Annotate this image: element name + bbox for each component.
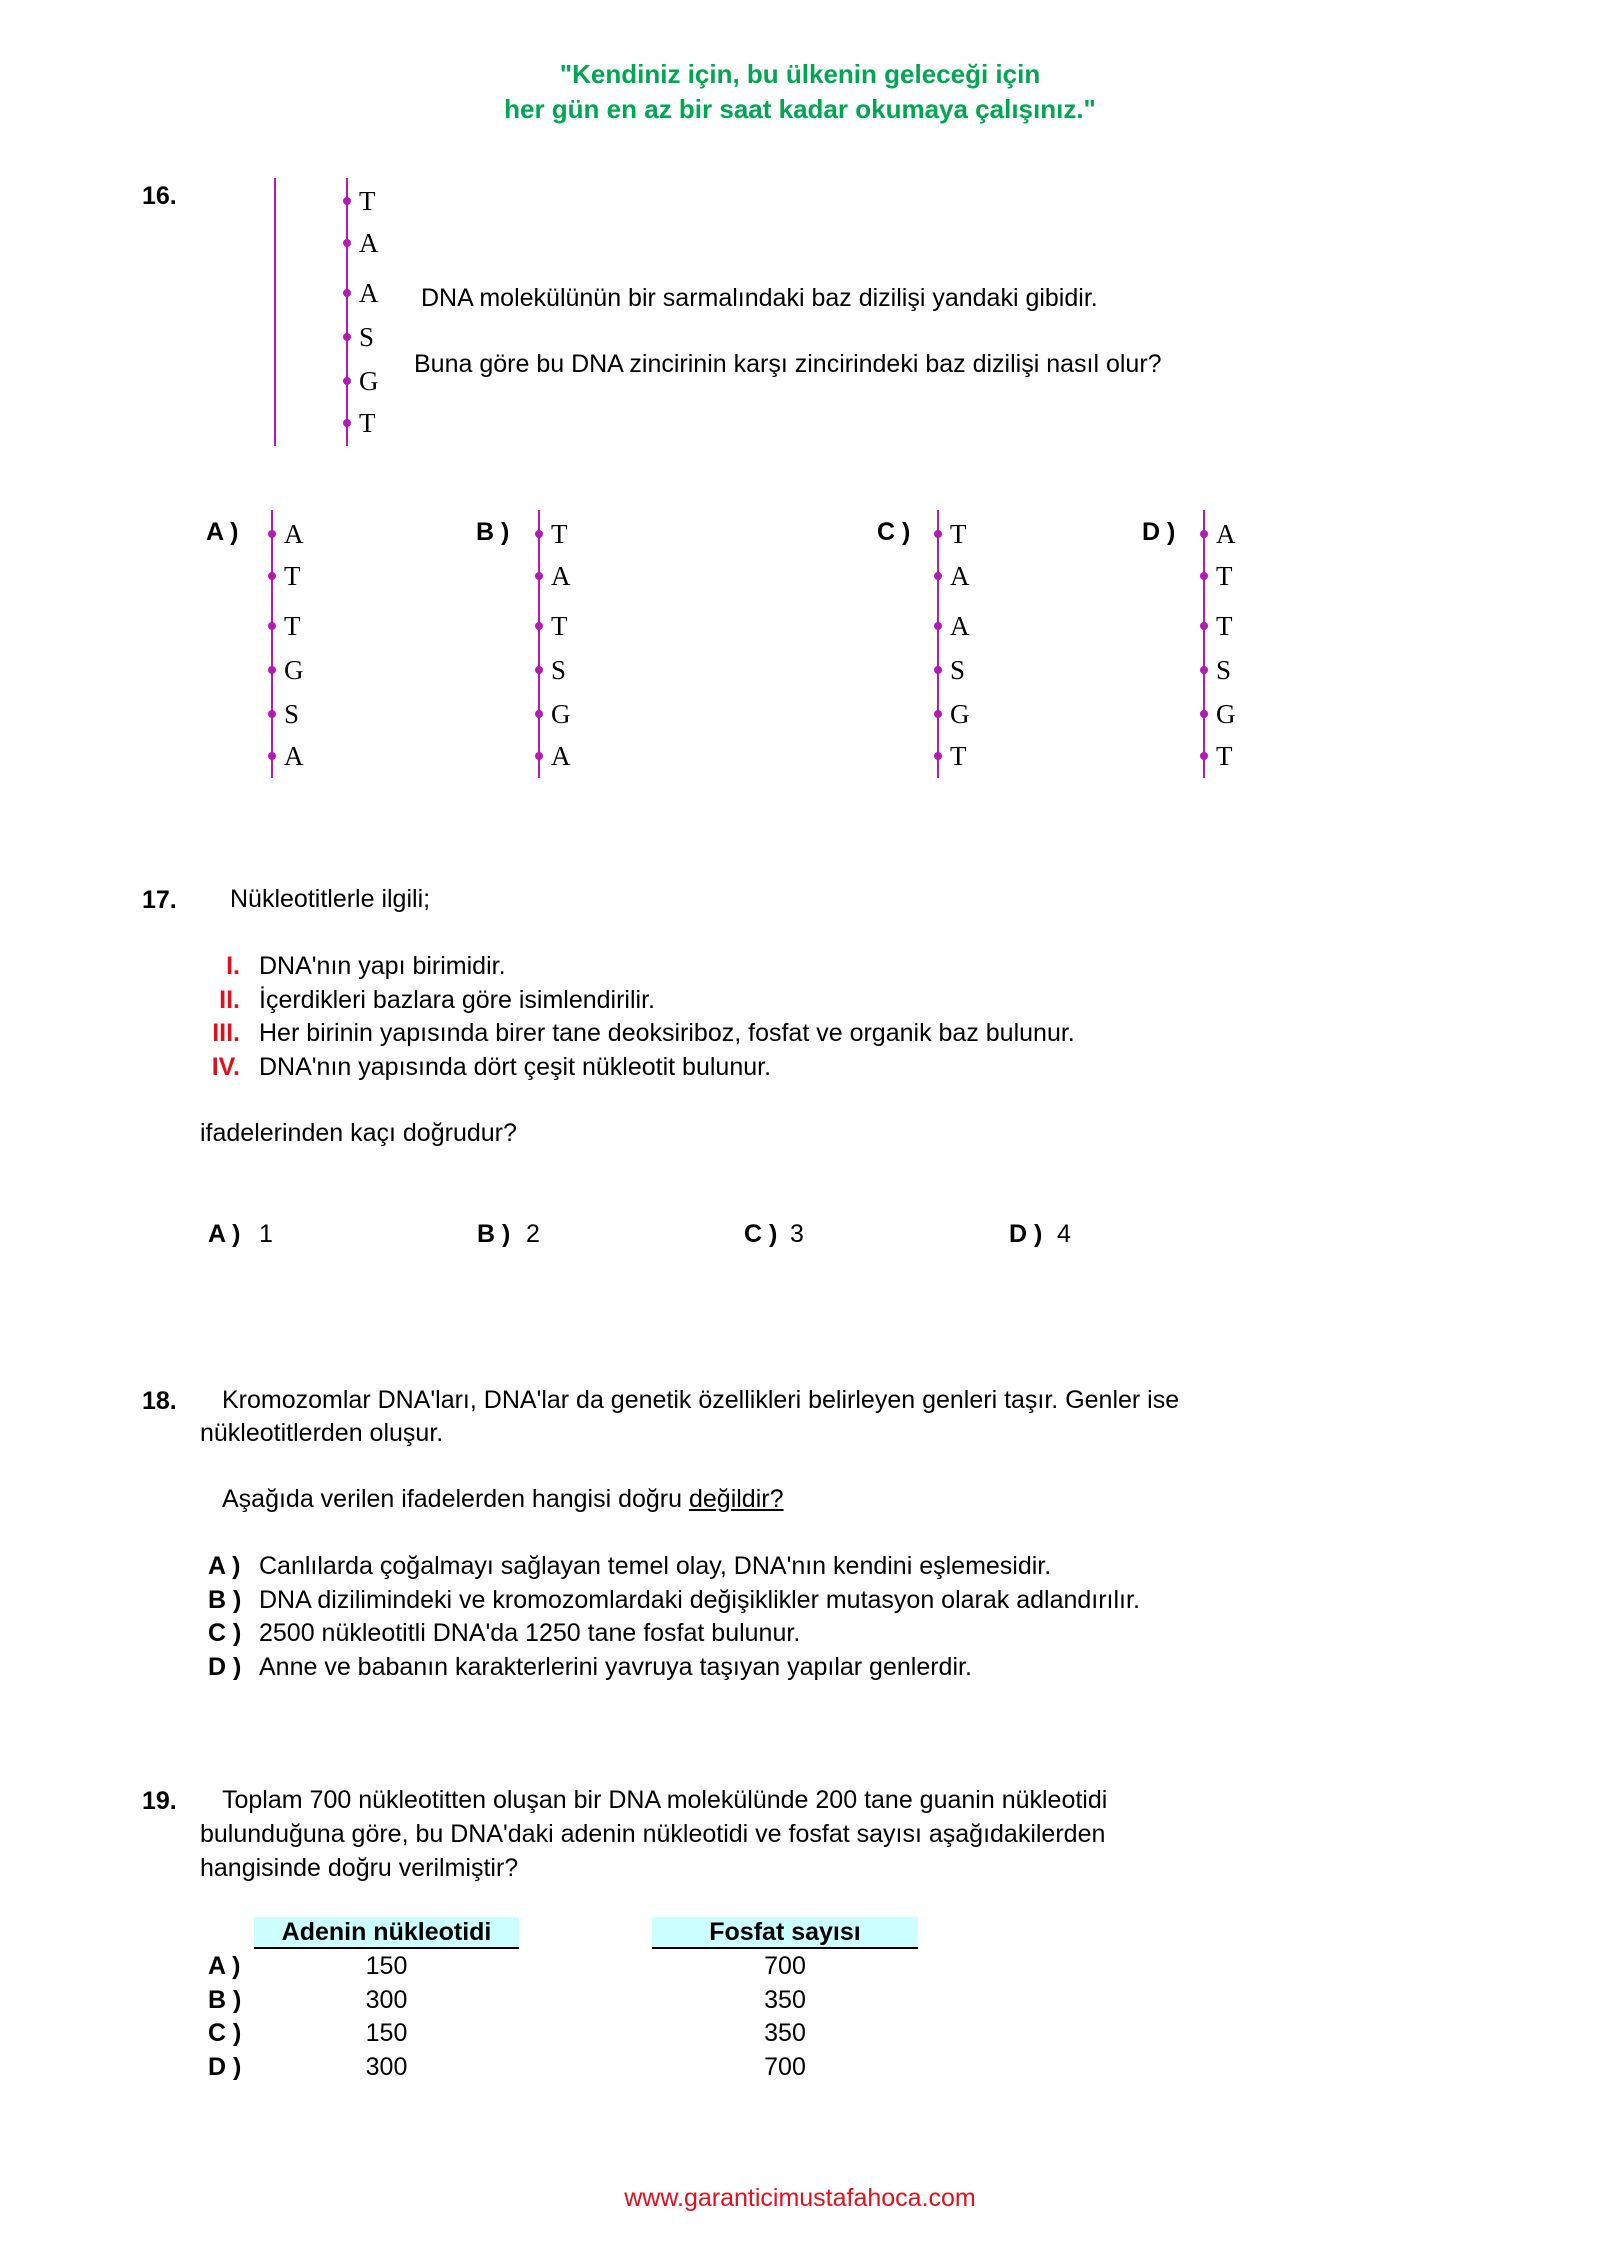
q17-option-text: 2 xyxy=(526,1220,540,1248)
q16-strand-dot xyxy=(343,333,351,341)
q17-option-text: 3 xyxy=(790,1220,804,1248)
q16-option-strand-dot xyxy=(934,752,942,760)
q19-option-label: C ) xyxy=(208,2019,242,2047)
q16-option-strand-dot xyxy=(1200,622,1208,630)
q16-strand-dot xyxy=(343,419,351,427)
q16-option-strand-dot xyxy=(934,572,942,580)
q17-option-label: A ) xyxy=(208,1220,241,1248)
q16-strand-dot xyxy=(343,197,351,205)
q18-option-label: A ) xyxy=(208,1552,241,1580)
q16-option-strand-dot xyxy=(535,666,543,674)
q19-option-label: A ) xyxy=(208,1952,241,1980)
q19-option-label: B ) xyxy=(208,1985,242,2014)
q19-adenin-value: 300 xyxy=(365,1985,408,2014)
question-16-number: 16. xyxy=(142,182,177,210)
q16-option-label: B ) xyxy=(476,518,510,546)
q16-option-strand-base: S xyxy=(950,655,966,685)
q16-option-strand-dot xyxy=(1200,710,1208,718)
q18-option-label: D ) xyxy=(208,1652,242,1681)
q16-option-strand-base: A xyxy=(950,611,970,641)
q16-strand-dot xyxy=(343,289,351,297)
q16-strand-base: A xyxy=(359,228,379,258)
q19-col-fosfat-header: Fosfat sayısı xyxy=(652,1917,918,1949)
q18-option-text: Canlılarda çoğalmayı sağlayan temel olay, DNA'nın kendini eşlemesidir. xyxy=(259,1552,1052,1580)
q16-option-strand-dot xyxy=(268,622,276,630)
q16-option-strand-dot xyxy=(1200,752,1208,760)
q16-option-strand-base: T xyxy=(1216,611,1233,641)
q18-question-text: Aşağıda verilen ifadelerden hangisi doğru xyxy=(222,1485,689,1513)
question-19-number: 19. xyxy=(142,1787,177,1815)
q16-option-strand-base: T xyxy=(1216,741,1233,771)
q16-option-strand-line xyxy=(538,510,540,778)
header-line-2: her gün en az bir saat kadar okumaya çalışınız." xyxy=(504,94,1096,124)
q16-option-strand-dot xyxy=(1200,572,1208,580)
q17-item-text: İçerdikleri bazlara göre isimlendirilir. xyxy=(259,985,655,1014)
q16-option-strand-base: S xyxy=(284,699,300,729)
q17-option-label: D ) xyxy=(1009,1220,1043,1248)
q16-option-strand-dot xyxy=(535,530,543,538)
q16-option-strand-dot xyxy=(535,710,543,718)
q16-option-strand-dot xyxy=(268,572,276,580)
q18-question-underlined: değildir? xyxy=(688,1485,784,1513)
q16-option-label: A ) xyxy=(206,518,239,546)
q17-item-numeral: III. xyxy=(212,1019,240,1047)
q16-option-strand-dot xyxy=(1200,666,1208,674)
q17-item-numeral: II. xyxy=(219,985,240,1014)
q16-option-strand-base: T xyxy=(551,519,568,549)
q16-option-strand-base: A xyxy=(284,741,304,771)
q17-option-label: B ) xyxy=(477,1220,511,1248)
q16-option-label: C ) xyxy=(877,518,911,546)
q16-strand-base: T xyxy=(359,408,376,438)
q17-item-numeral: I. xyxy=(226,952,240,980)
q16-option-strand-base: G xyxy=(551,699,571,729)
q16-text-2: Buna göre bu DNA zincirinin karşı zincirindeki baz dizilişi nasıl olur? xyxy=(414,350,1162,378)
q19-line-2: bulunduğuna göre, bu DNA'daki adenin nükleotidi ve fosfat sayısı aşağıdakilerden xyxy=(200,1820,1106,1848)
q16-option-strand-dot xyxy=(535,752,543,760)
q16-text-1: DNA molekülünün bir sarmalındaki baz dizilişi yandaki gibidir. xyxy=(421,284,1098,312)
q16-strand-base: A xyxy=(359,278,379,308)
q16-option-strand-base: G xyxy=(950,699,970,729)
q19-line-1: Toplam 700 nükleotitten oluşan bir DNA molekülünde 200 tane guanin nükleotidi xyxy=(222,1786,1108,1814)
q16-strand-base: T xyxy=(359,186,376,216)
q17-option-text: 4 xyxy=(1057,1220,1071,1248)
q19-adenin-value: 150 xyxy=(365,2019,408,2047)
q18-option-text: DNA dizilimindeki ve kromozomlardaki değişiklikler mutasyon olarak adlandırılır. xyxy=(259,1585,1140,1614)
q18-line-2: nükleotitlerden oluşur. xyxy=(200,1419,444,1447)
q16-option-strand-base: A xyxy=(1216,519,1236,549)
q16-option-strand-base: T xyxy=(551,611,568,641)
q19-fosfat-value: 700 xyxy=(764,1952,806,1980)
q17-item-text: Her birinin yapısında birer tane deoksiriboz, fosfat ve organik baz bulunur. xyxy=(259,1019,1075,1047)
q18-option-text: 2500 nükleotitli DNA'da 1250 tane fosfat bulunur. xyxy=(259,1619,801,1647)
q16-option-strand-dot xyxy=(535,572,543,580)
q16-option-strand-dot xyxy=(934,710,942,718)
q16-option-strand-base: A xyxy=(950,561,970,591)
q16-option-strand-base: S xyxy=(551,655,567,685)
q16-option-label: D ) xyxy=(1142,518,1176,546)
q17-item-text: DNA'nın yapısında dört çeşit nükleotit bulunur. xyxy=(259,1052,772,1081)
q16-option-strand-line xyxy=(1203,510,1205,778)
q16-option-strand-dot xyxy=(934,622,942,630)
q16-reference-strand-line xyxy=(274,178,276,446)
q19-option-label: D ) xyxy=(208,2052,242,2081)
q17-intro: Nükleotitlerle ilgili; xyxy=(230,885,431,913)
q18-question xyxy=(222,1484,784,1514)
q18-option-label: B ) xyxy=(208,1585,242,1614)
q16-option-strand-base: T xyxy=(1216,561,1233,591)
q16-option-strand-line xyxy=(937,510,939,778)
q16-option-strand-base: T xyxy=(284,611,301,641)
q16-option-strand-base: A xyxy=(284,519,304,549)
q18-option-text: Anne ve babanın karakterlerini yavruya taşıyan yapılar genlerdir. xyxy=(259,1652,972,1681)
q19-fosfat-value: 700 xyxy=(764,2052,806,2081)
q19-line-3: hangisinde doğru verilmiştir? xyxy=(200,1854,519,1882)
q17-option-label: C ) xyxy=(744,1220,778,1248)
q16-option-strand-dot xyxy=(268,752,276,760)
q16-option-strand-dot xyxy=(934,666,942,674)
q18-option-label: C ) xyxy=(208,1619,242,1647)
q16-strand-base: G xyxy=(359,366,379,396)
q16-option-strand-base: T xyxy=(950,741,967,771)
q16-option-strand-dot xyxy=(268,666,276,674)
q16-option-strand-dot xyxy=(535,622,543,630)
q16-option-strand-dot xyxy=(1200,530,1208,538)
q19-col-adenin-header: Adenin nükleotidi xyxy=(254,1917,519,1949)
q16-strand-line xyxy=(346,178,348,446)
question-17-number: 17. xyxy=(142,886,177,914)
q19-fosfat-value: 350 xyxy=(764,1985,806,2014)
footer-url[interactable]: www.garanticimustafahoca.com xyxy=(624,2184,976,2212)
q16-option-strand-dot xyxy=(268,710,276,718)
q16-option-strand-dot xyxy=(934,530,942,538)
question-18-number: 18. xyxy=(142,1387,177,1415)
q16-strand-dot xyxy=(343,239,351,247)
q17-option-text: 1 xyxy=(259,1220,273,1248)
q16-option-strand-base: A xyxy=(551,561,571,591)
q19-adenin-value: 300 xyxy=(365,2052,408,2081)
q16-option-strand-line xyxy=(271,510,273,778)
q17-item-text: DNA'nın yapı birimidir. xyxy=(259,952,506,980)
q16-option-strand-base: S xyxy=(1216,655,1232,685)
q17-item-numeral: IV. xyxy=(211,1052,240,1081)
q18-line-1: Kromozomlar DNA'ları, DNA'lar da genetik özellikleri belirleyen genleri taşır. Genler ise xyxy=(222,1386,1180,1414)
q16-option-strand-base: T xyxy=(950,519,967,549)
q16-strand-dot xyxy=(343,377,351,385)
q16-strand-base: S xyxy=(359,322,375,352)
q16-option-strand-base: G xyxy=(284,655,304,685)
q19-fosfat-value: 350 xyxy=(764,2019,806,2047)
q16-option-strand-base: G xyxy=(1216,699,1236,729)
q17-question: ifadelerinden kaçı doğrudur? xyxy=(200,1119,517,1147)
header-line-1: "Kendiniz için, bu ülkenin geleceği için xyxy=(559,59,1041,89)
q19-adenin-value: 150 xyxy=(365,1952,408,1980)
q16-option-strand-base: A xyxy=(551,741,571,771)
q16-option-strand-dot xyxy=(268,530,276,538)
q16-option-strand-base: T xyxy=(284,561,301,591)
